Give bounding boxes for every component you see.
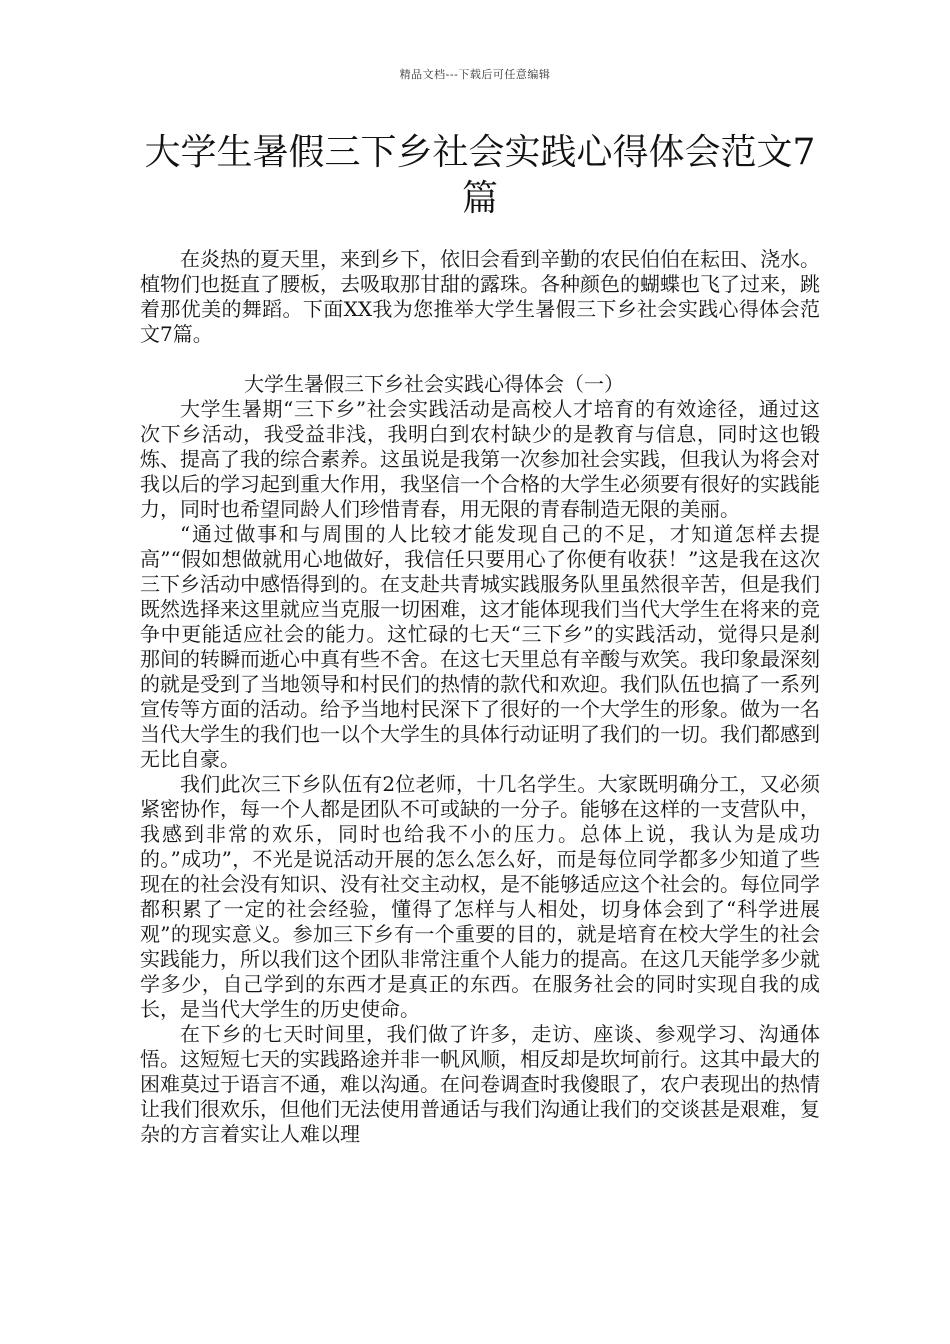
body-paragraph-2: “通过做事和与周围的人比较才能发现自己的不足，才知道怎样去提高”“假如想做就用心地做好，我信任只要用心了你便有收获！”这是我在这次三下乡活动中感悟得到的。在支赴共青城实践服务队里虽然很辛苦，但是我们既然选择来这里就应当克服一切困难，这才能体现我们当代大学生在将来的竞争中更能适应社会的能力。这忙碌的七天“三下乡”的实践活动，觉得只是刹那间的转瞬而逝心中真有些不舍。在这七天里总有辛酸与欢笑。我印象最深刻的就是受到了当地领导和村民们的热情的款代和欢迎。我们队伍也搞了一系列宣传等方面的活动。给予当地村民深下了很好的一个大学生的形象。做为一名当代大学生的我们也一以个大学生的具体行动证明了我们的一切。我们都感到无比自豪。: [140, 522, 820, 771]
intro-paragraph: 在炎热的夏天里，来到乡下，依旧会看到辛勤的农民伯伯在耘田、浇水。植物们也挺直了腰板，去吸取那甘甜的露珠。各种颜色的蝴蝶也飞了过来，跳着那优美的舞蹈。下面XX我为您推举大学生暑假三下乡社会实践心得体会范文7篇。: [140, 247, 820, 346]
body-paragraph-1: 大学生暑期“三下乡”社会实践活动是高校人才培育的有效途径，通过这次下乡活动，我受益非浅，我明白到农村缺少的是教育与信息，同时这也锻炼、提高了我的综合素养。这虽说是我第一次参加社会实践，但我认为将会对我以后的学习起到重大作用，我坚信一个合格的大学生必须要有很好的实践能力，同时也希望同龄人们珍惜青春，用无限的青春制造无限的美丽。: [140, 397, 820, 521]
body-paragraph-4: 在下乡的七天时间里，我们做了许多，走访、座谈、参观学习、沟通体悟。这短短七天的实践路途并非一帆风顺，相反却是坎坷前行。这其中最大的困难莫过于语言不通，难以沟通。在问卷调查时我傻眼了，农户表现出的热情让我们很欢乐，但他们无法使用普通话与我们沟通让我们的交谈甚是艰难，复杂的方言着实让人难以理: [140, 1022, 820, 1146]
section-heading: 大学生暑假三下乡社会实践心得体会（一）: [244, 372, 624, 396]
document-body: [140, 247, 820, 1147]
body-paragraph-3: 我们此次三下乡队伍有2位老师，十几名学生。大家既明确分工，又必须紧密协作，每一个人都是团队不可或缺的一分子。能够在这样的一支营队中，我感到非常的欢乐，同时也给我不小的压力。总体上说，我认为是成功的。”成功”，不光是说活动开展的怎么怎么好，而是每位同学都多少知道了些现在的社会没有知识、没有社交主动权，是不能够适应这个社会的。每位同学都积累了一定的社会经验，懂得了怎样与人相处，切身体会到了“科学进展观”的现实意义。参加三下乡有一个重要的目的，就是培育在校大学生的社会实践能力，所以我们这个团队非常注重个人能力的提高。在这几天能学多少就学多少，自己学到的东西才是真正的东西。在服务社会的同时实现自我的成长，是当代大学生的历史使命。: [140, 772, 820, 1021]
document-title: 大学生暑假三下乡社会实践心得体会范文7篇: [144, 132, 816, 219]
page-header-note: 精品文档---下载后可任意编辑: [399, 68, 551, 81]
